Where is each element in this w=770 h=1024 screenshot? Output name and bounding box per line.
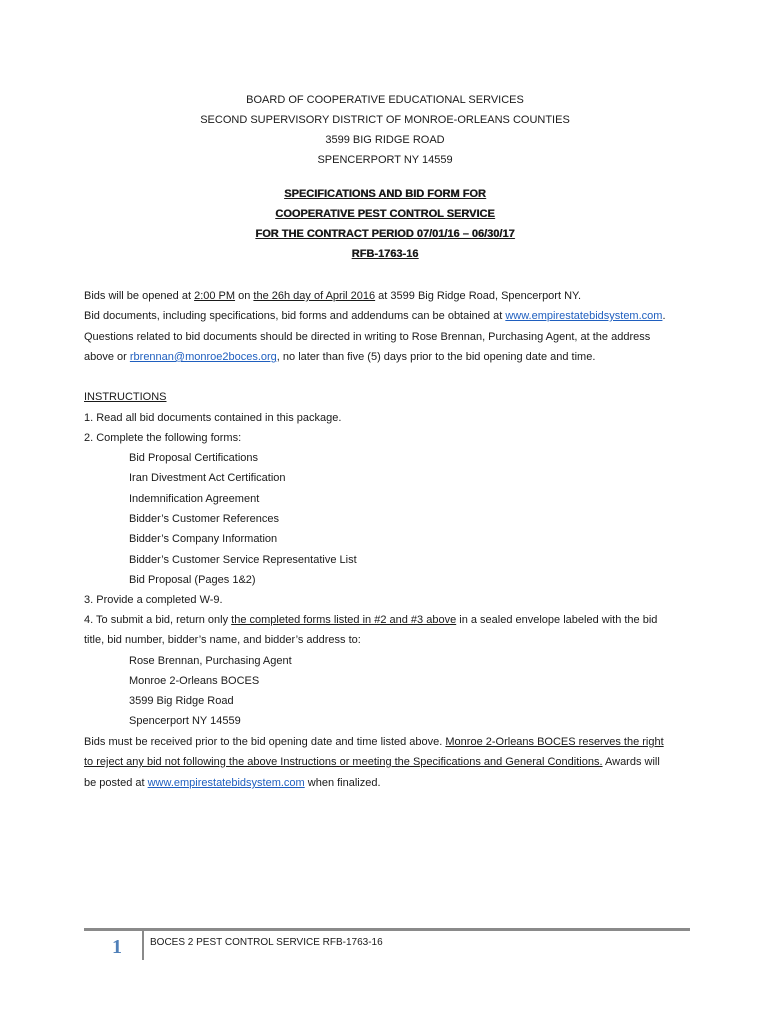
footer-rule (84, 928, 690, 931)
header-line-2: SECOND SUPERVISORY DISTRICT OF MONROE-ORLEANS COUNTIES (200, 114, 570, 126)
header-line-4: SPENCERPORT NY 14559 (317, 154, 453, 166)
header-line-3: 3599 BIG RIDGE ROAD (325, 134, 445, 146)
instruction-text: in a sealed envelope labeled with the bid (456, 614, 658, 626)
instruction-item-3: 3. Provide a completed W-9. (84, 594, 223, 606)
footer-text: BOCES 2 PEST CONTROL SERVICE RFB-1763-16 (150, 937, 383, 948)
address-line: Rose Brennan, Purchasing Agent (129, 655, 292, 667)
intro-text: . (662, 310, 666, 322)
form-item: Bidder’s Customer Service Representative List (129, 554, 357, 566)
intro-text: Bid documents, including specifications, bid forms and addendums can be obtained at (84, 310, 506, 322)
title-line-1: SPECIFICATIONS AND BID FORM FOR (284, 188, 486, 200)
intro-line-4 (84, 351, 595, 363)
closing-line-1 (84, 736, 664, 748)
closing-text: when finalized. (304, 777, 381, 789)
instruction-text: 4. To submit a bid, return only (84, 614, 232, 626)
address-line: Spencerport NY 14559 (129, 715, 241, 727)
bidsystem-link[interactable]: www.empirestatebidsystem.com (505, 310, 663, 322)
title-line-2: COOPERATIVE PEST CONTROL SERVICE (275, 208, 495, 220)
closing-emphasis: to reject any bid not following the above Instructions or meeting the Specifications and General Conditions. (84, 756, 603, 768)
form-item: Indemnification Agreement (129, 493, 260, 505)
title-line-3: FOR THE CONTRACT PERIOD 07/01/16 – 06/30/17 (255, 228, 515, 240)
instruction-item-1: 1. Read all bid documents contained in this package. (84, 412, 342, 424)
closing-text: Bids must be received prior to the bid opening date and time listed above. (84, 736, 446, 748)
form-item: Bid Proposal (Pages 1&2) (129, 574, 256, 586)
intro-line-2 (84, 310, 666, 322)
closing-text: Awards will (602, 756, 660, 768)
address-line: 3599 Big Ridge Road (129, 695, 234, 707)
intro-text: , no later than five (5) days prior to the bid opening date and time. (276, 351, 596, 363)
intro-text: at 3599 Big Ridge Road, Spencerport NY. (375, 290, 581, 302)
intro-line-1 (84, 290, 581, 302)
intro-text: Bids will be opened at (84, 290, 195, 302)
email-link[interactable]: rbrennan@monroe2boces.org (129, 351, 277, 363)
closing-text: be posted at (84, 777, 148, 789)
instruction-item-4 (84, 614, 657, 626)
closing-emphasis: Monroe 2-Orleans BOCES reserves the right (445, 736, 664, 748)
instruction-item-2: 2. Complete the following forms: (84, 432, 242, 444)
title-line-4: RFB-1763-16 (351, 248, 419, 260)
address-line: Monroe 2-Orleans BOCES (129, 675, 260, 687)
form-item: Iran Divestment Act Certification (129, 472, 286, 484)
form-item: Bidder’s Company Information (129, 533, 278, 545)
closing-line-2 (84, 756, 660, 768)
page-number: 1 (112, 936, 122, 958)
bid-opening-date: the 26h day of April 2016 (253, 290, 376, 302)
instruction-item-4-cont: title, bid number, bidder’s name, and bidder’s address to: (84, 634, 361, 646)
form-item: Bidder’s Customer References (129, 513, 279, 525)
intro-line-3: Questions related to bid documents should be directed in writing to Rose Brennan, Purchasing Agent, at the address (84, 331, 651, 343)
intro-text: on (235, 290, 254, 302)
form-item: Bid Proposal Certifications (129, 452, 259, 464)
bidsystem-link[interactable]: www.empirestatebidsystem.com (147, 777, 305, 789)
header-line-1: BOARD OF COOPERATIVE EDUCATIONAL SERVICES (246, 94, 524, 106)
closing-line-3 (84, 777, 381, 789)
bid-opening-time: 2:00 PM (194, 290, 236, 302)
instruction-emphasis: the completed forms listed in #2 and #3 above (231, 614, 457, 626)
instructions-heading: INSTRUCTIONS (84, 391, 167, 403)
intro-text: above or (84, 351, 130, 363)
footer-divider (142, 930, 144, 960)
